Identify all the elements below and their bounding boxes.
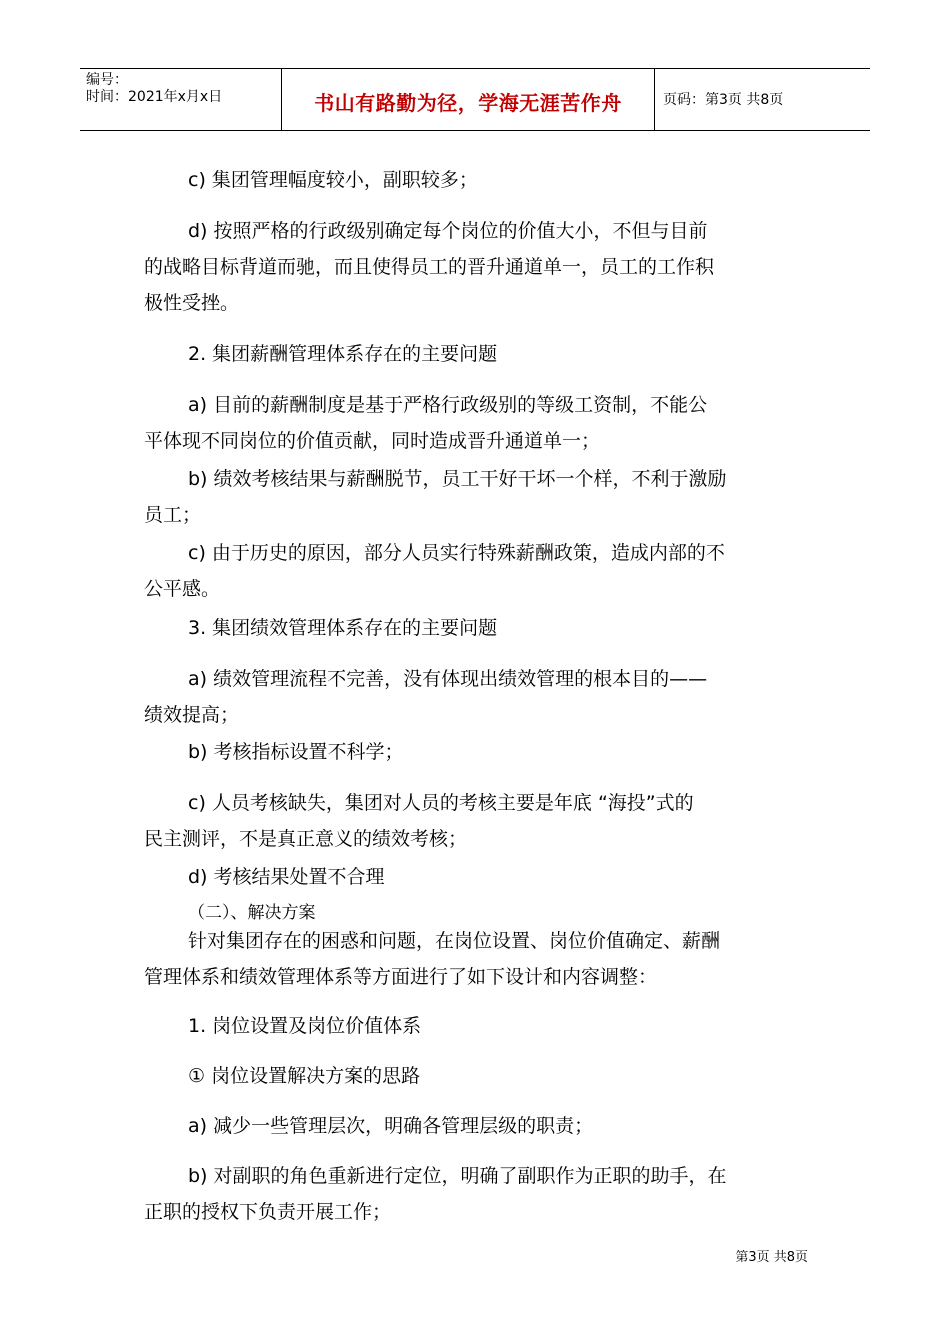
text-line: a) 减少一些管理层次，明确各管理层级的职责； (188, 1115, 594, 1137)
text-line: ① 岗位设置解决方案的思路 (188, 1065, 421, 1087)
text-line: 民主测评，不是真正意义的绩效考核； (144, 828, 468, 850)
text-line: a) 绩效管理流程不完善，没有体现出绩效管理的根本目的—— (188, 668, 708, 690)
text-line: b) 绩效考核结果与薪酬脱节，员工干好干坏一个样，不利于激励 (188, 468, 727, 490)
document-number-label: 编号： (86, 72, 128, 88)
section-heading: 1. 岗位设置及岗位价值体系 (188, 1015, 422, 1037)
text-line: 员工； (144, 504, 202, 526)
text-line: d) 按照严格的行政级别确定每个岗位的价值大小，不但与目前 (188, 220, 708, 242)
text-line: 针对集团存在的困惑和问题，在岗位设置、岗位价值确定、薪酬 (188, 930, 721, 952)
text-line: b) 考核指标设置不科学； (188, 741, 404, 763)
text-line: 极性受挫。 (144, 292, 240, 314)
section-heading: 2. 集团薪酬管理体系存在的主要问题 (188, 343, 498, 365)
text-line: b) 对副职的角色重新进行定位，明确了副职作为正职的助手，在 (188, 1165, 727, 1187)
text-line: 平体现不同岗位的价值贡献，同时造成晋升通道单一； (144, 430, 601, 452)
text-line: 的战略目标背道而驰，而且使得员工的晋升通道单一，员工的工作积 (144, 256, 715, 278)
text-line: c) 人员考核缺失，集团对人员的考核主要是年底 “海投”式的 (188, 792, 694, 814)
text-line: 公平感。 (144, 578, 221, 600)
text-line: a) 目前的薪酬制度是基于严格行政级别的等级工资制，不能公 (188, 394, 708, 416)
document-time-label: 时间：2021年x月x日 (86, 89, 223, 105)
subsection-heading: （二）、解决方案 (188, 903, 316, 923)
section-heading: 3. 集团绩效管理体系存在的主要问题 (188, 617, 498, 639)
text-line: c) 集团管理幅度较小，副职较多； (188, 169, 478, 191)
text-line: 管理体系和绩效管理体系等方面进行了如下设计和内容调整： (144, 966, 658, 988)
text-line: 正职的授权下负责开展工作； (144, 1201, 392, 1223)
text-line: 绩效提高； (144, 704, 240, 726)
text-line: d) 考核结果处置不合理 (188, 866, 385, 888)
header-page-number: 页码：第3页 共8页 (663, 92, 784, 108)
text-line: c) 由于历史的原因，部分人员实行特殊薪酬政策，造成内部的不 (188, 542, 725, 564)
header-motto: 书山有路勤为径，学海无涯苦作舟 (314, 91, 622, 115)
page-footer-number: 第3页 共8页 (735, 1250, 808, 1265)
